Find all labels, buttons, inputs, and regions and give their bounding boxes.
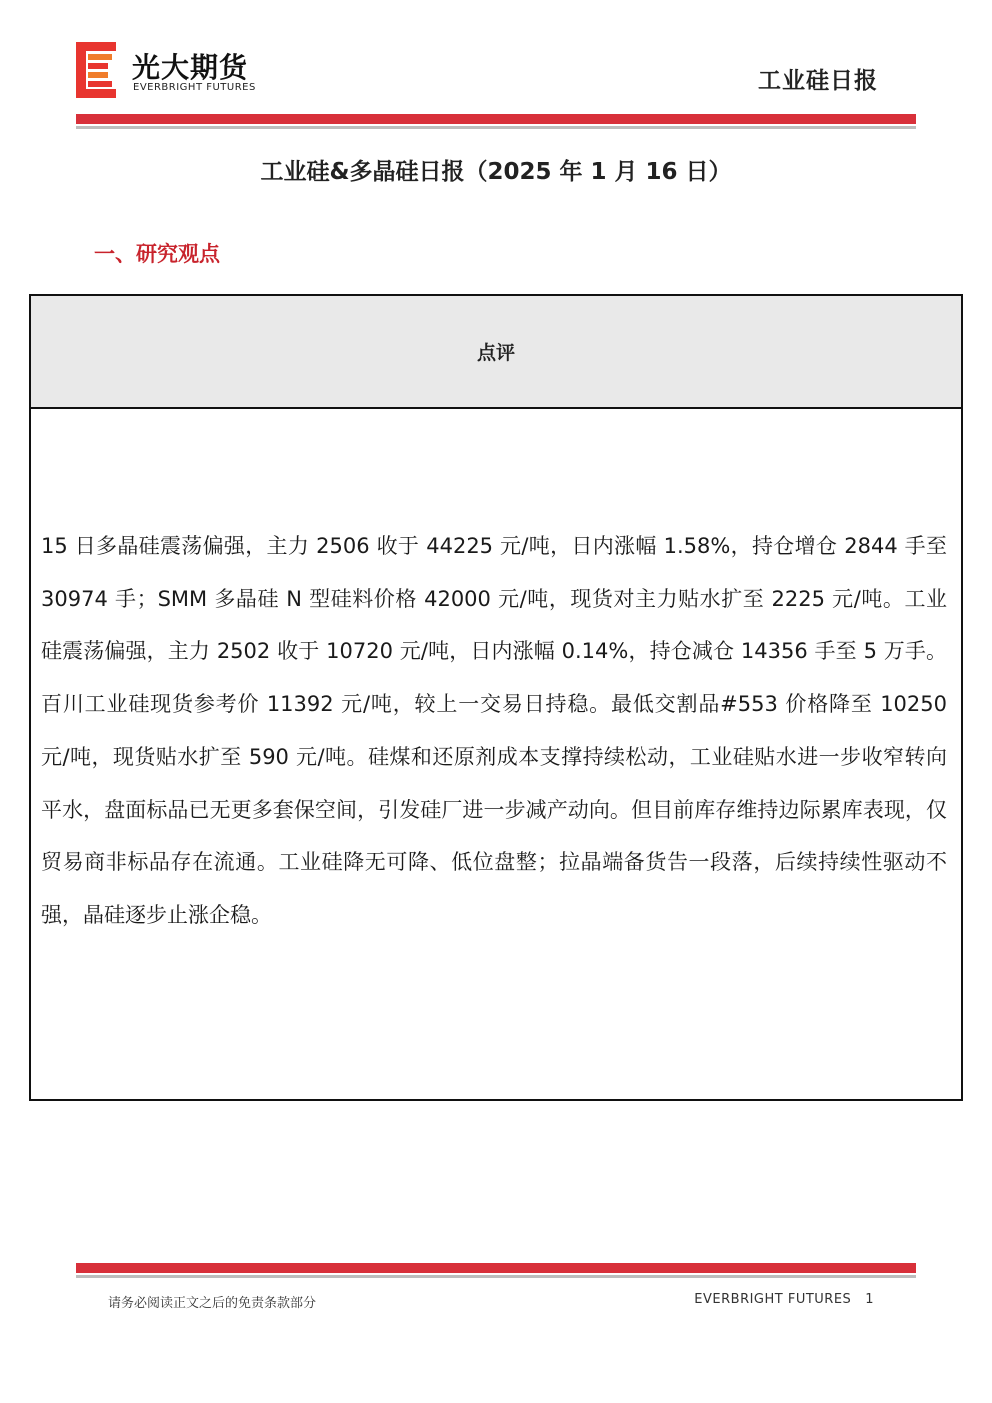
- table-header: [31, 296, 961, 409]
- everbright-logo-icon: [76, 42, 116, 98]
- commentary-text: 15 日多晶硅震荡偏强，主力 2506 收于 44225 元/吨，日内涨幅 1.58%，持仓增仓 2844 手至 30974 手；SMM 多晶硅 N 型硅料价格 42000 元/吨，现货对主力贴水扩至 2225 元/吨。工业硅震荡偏强，主力 2502 收于 10720 元/吨，日内涨幅 0.14%，持仓减仓 14356 手至 5 万手。百川工业硅现货参考价 11392 元/吨，较上一交易日持稳。最低交割品#553 价格降至 10250 元/吨，现货贴水扩至 590 元/吨。硅煤和还原剂成本支撑持续松动，工业硅贴水进一步收窄转向平水，盘面标品已无更多套保空间，引发硅厂进一步减产动向。但目前库存维持边际累库表现，仅贸易商非标品存在流通。工业硅降无可降、低位盘整；拉晶端备货告一段落，后续持续性驱动不强，晶硅逐步止涨企稳。: [41, 534, 947, 927]
- table-header-label: 点评: [476, 342, 515, 364]
- company-logo: [76, 42, 296, 98]
- footer-divider: [76, 1263, 916, 1273]
- commentary-table: [29, 294, 963, 1101]
- footer-company-name: EVERBRIGHT FUTURES: [694, 1292, 852, 1307]
- logo-chinese-name: 光大期货: [132, 51, 249, 84]
- disclaimer-note: 请务必阅读正文之后的免责条款部分: [108, 1296, 317, 1311]
- section-heading: 一、研究观点: [94, 242, 220, 266]
- report-name: 工业硅日报: [758, 68, 878, 94]
- page-number: 1: [865, 1292, 874, 1307]
- document-title: 工业硅&多晶硅日报（2025 年 1 月 16 日）: [260, 159, 732, 185]
- logo-english-name: EVERBRIGHT FUTURES: [133, 82, 256, 93]
- footer-company: [694, 1292, 874, 1307]
- header-divider: [76, 114, 916, 124]
